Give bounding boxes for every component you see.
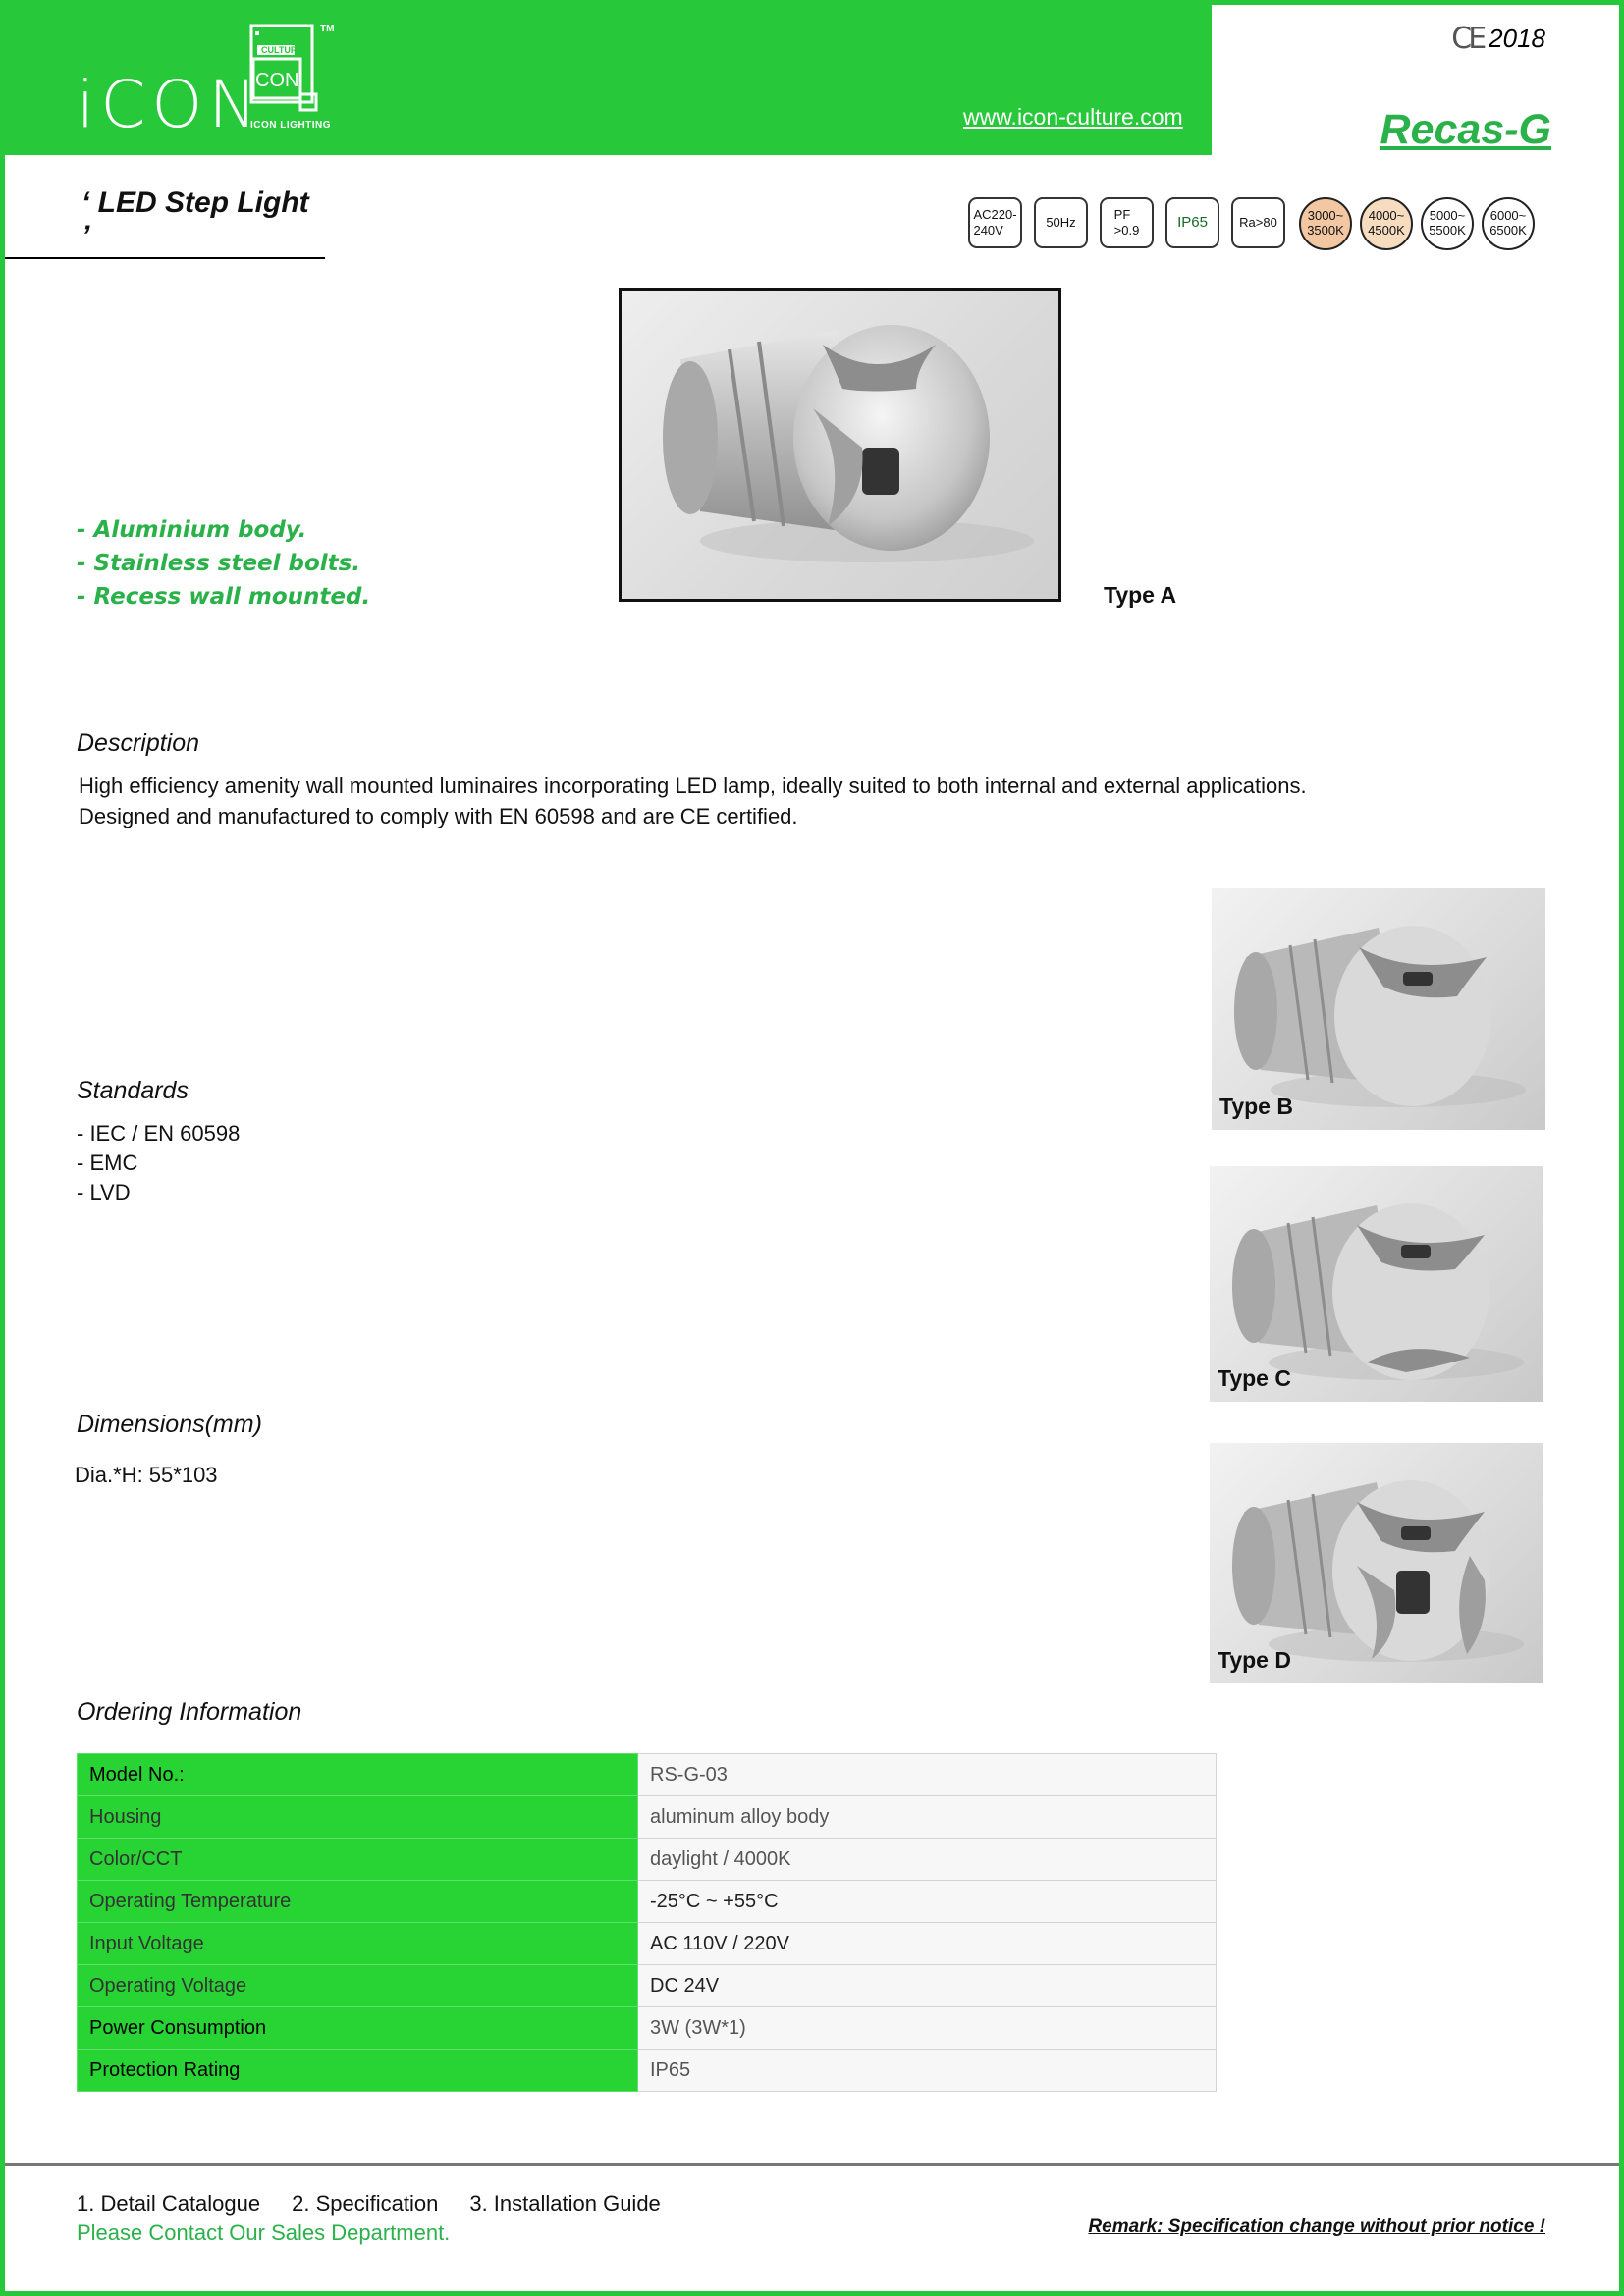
description-title: Description xyxy=(77,729,200,757)
row-value: IP65 xyxy=(638,2050,1217,2092)
table-row xyxy=(78,1839,1217,1881)
row-key: Input Voltage xyxy=(78,1923,638,1965)
contact-note: Please Contact Our Sales Department. xyxy=(77,2220,451,2245)
footer-links xyxy=(77,2191,661,2216)
table-row xyxy=(78,1923,1217,1965)
row-value: -25°C ~ +55°C xyxy=(638,1881,1217,1923)
table-row xyxy=(78,1796,1217,1839)
type-c-label: Type C xyxy=(1218,1365,1291,1391)
logo-box-mid-text: CON xyxy=(255,70,299,91)
standard-item: - EMC xyxy=(77,1150,138,1175)
row-key: Power Consumption xyxy=(78,2007,638,2050)
row-key: Color/CCT xyxy=(78,1839,638,1881)
product-photo-type-a xyxy=(619,288,1061,602)
logo-caption: ICON LIGHTING xyxy=(250,120,332,131)
footer-link-installation[interactable]: 3. Installation Guide xyxy=(469,2191,661,2216)
cct-3000k: 3000~ 3500K xyxy=(1299,197,1352,250)
feature-item: - Recess wall mounted. xyxy=(77,584,371,610)
badge-frequency: 50Hz xyxy=(1034,197,1088,248)
badge-power-factor: PF >0.9 xyxy=(1100,197,1154,248)
product-photo-type-d xyxy=(1210,1443,1543,1683)
trademark: TM xyxy=(320,24,335,34)
badge-voltage: AC220- 240V xyxy=(968,197,1022,248)
table-row xyxy=(78,1881,1217,1923)
ce-mark-icon: CE xyxy=(1451,22,1484,56)
remark-note: Remark: Specification change without prior notice ! xyxy=(1088,2216,1545,2237)
cct-6000k: 6000~ 6500K xyxy=(1482,197,1535,250)
row-value: daylight / 4000K xyxy=(638,1839,1217,1881)
footer-link-catalogue[interactable]: 1. Detail Catalogue xyxy=(77,2191,261,2216)
row-key: Operating Temperature xyxy=(78,1881,638,1923)
product-photo-type-c xyxy=(1210,1166,1543,1402)
type-d-label: Type D xyxy=(1218,1647,1291,1673)
spec-badges xyxy=(968,197,1535,250)
table-row xyxy=(78,1965,1217,2007)
badge-cri: Ra>80 xyxy=(1231,197,1285,248)
description-line: Designed and manufactured to comply with EN 60598 and are CE certified. xyxy=(79,804,798,828)
dimensions-value: Dia.*H: 55*103 xyxy=(75,1463,218,1487)
row-value: aluminum alloy body xyxy=(638,1796,1217,1839)
feature-item: - Stainless steel bolts. xyxy=(77,551,361,576)
header-banner xyxy=(0,0,1212,155)
row-key: Operating Voltage xyxy=(78,1965,638,2007)
feature-list xyxy=(77,513,370,614)
website-link[interactable]: www.icon-culture.com xyxy=(963,104,1183,130)
row-key: Protection Rating xyxy=(78,2050,638,2092)
standards-list xyxy=(77,1119,240,1207)
product-subtitle: ‘ LED Step Light ’ xyxy=(5,187,325,259)
table-row xyxy=(78,2007,1217,2050)
type-b-label: Type B xyxy=(1219,1094,1293,1119)
product-photo-type-b xyxy=(1212,888,1545,1130)
dimensions-title: Dimensions(mm) xyxy=(77,1411,262,1438)
description-line: High efficiency amenity wall mounted luminaires incorporating LED lamp, ideally suited to both internal and external applications. xyxy=(79,774,1307,798)
row-value: AC 110V / 220V xyxy=(638,1923,1217,1965)
cct-options xyxy=(1299,197,1535,250)
standard-item: - LVD xyxy=(77,1180,131,1204)
footer-link-specification[interactable]: 2. Specification xyxy=(292,2191,439,2216)
logo-box-top-text: CULTURE xyxy=(261,45,303,55)
cct-4000k: 4000~ 4500K xyxy=(1360,197,1413,250)
badge-ip-rating: IP65 xyxy=(1165,197,1219,248)
row-key: Model No.: xyxy=(78,1754,638,1796)
product-name: Recas-G xyxy=(1380,106,1551,153)
brand-logo-mark xyxy=(245,22,336,125)
feature-item: - Aluminium body. xyxy=(77,517,307,543)
ordering-table xyxy=(77,1753,1217,2092)
standard-item: - IEC / EN 60598 xyxy=(77,1121,241,1146)
ce-year xyxy=(1451,22,1545,56)
type-a-label: Type A xyxy=(1104,582,1177,608)
row-key: Housing xyxy=(78,1796,638,1839)
cct-5000k: 5000~ 5500K xyxy=(1421,197,1474,250)
table-row xyxy=(78,1754,1217,1796)
row-value: DC 24V xyxy=(638,1965,1217,2007)
footer-divider xyxy=(5,2163,1619,2166)
catalog-year: 2018 xyxy=(1489,24,1545,53)
description-text xyxy=(79,771,1307,831)
row-value: RS-G-03 xyxy=(638,1754,1217,1796)
table-row xyxy=(78,2050,1217,2092)
row-value: 3W (3W*1) xyxy=(638,2007,1217,2050)
brand-logo-text: iCON xyxy=(77,67,263,142)
ordering-title: Ordering Information xyxy=(77,1698,302,1726)
standards-title: Standards xyxy=(77,1077,189,1104)
